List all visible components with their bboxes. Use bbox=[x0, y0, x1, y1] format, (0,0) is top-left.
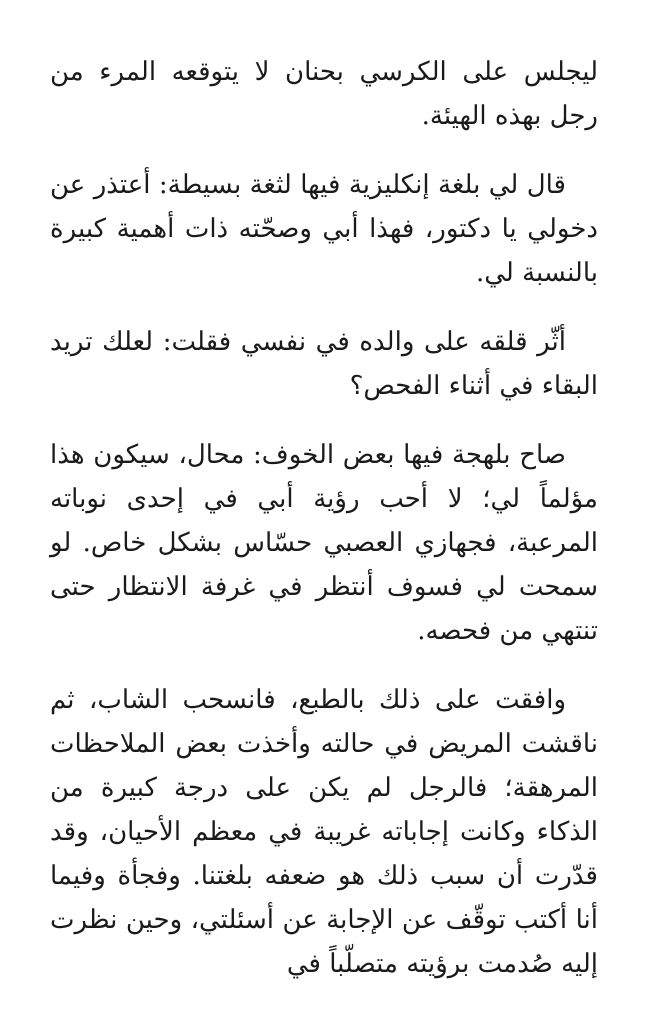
paragraph-5: وافقت على ذلك بالطبع، فانسحب الشاب، ثم ناقشت المريض في حالته وأخذت بعض الملاحظات المرهقة؛ فالرجل لم يكن على درجة كبيرة من الذكاء وكانت إجاباته غريبة في معظم الأحيان، وقد قدّرت أن سبب ذلك هو ضعفه بلغتنا. وفجأة وفيما أنا أكتب توقّف عن الإجابة عن أسئلتي، وحين نظرت إليه صُدمت برؤيته متصلّباً في bbox=[50, 685, 598, 979]
book-page bbox=[50, 50, 598, 1011]
paragraph-4: صاح بلهجة فيها بعض الخوف: محال، سيكون هذا مؤلماً لي؛ لا أحب رؤية أبي في إحدى نوباته المرعبة، فجهازي العصبي حسّاس بشكل خاص. لو سمحت لي فسوف أنتظر في غرفة الانتظار حتى تنتهي من فحصه. bbox=[50, 440, 598, 646]
paragraph-3: أثّر قلقه على والده في نفسي فقلت: لعلك تريد البقاء في أثناء الفحص؟ bbox=[50, 327, 598, 401]
paragraph-2: قال لي بلغة إنكليزية فيها لثغة بسيطة: أعتذر عن دخولي يا دكتور، فهذا أبي وصحّته ذات أهمية كبيرة بالنسبة لي. bbox=[50, 170, 598, 288]
paragraph-1: ليجلس على الكرسي بحنان لا يتوقعه المرء من رجل بهذه الهيئة. bbox=[50, 57, 598, 131]
